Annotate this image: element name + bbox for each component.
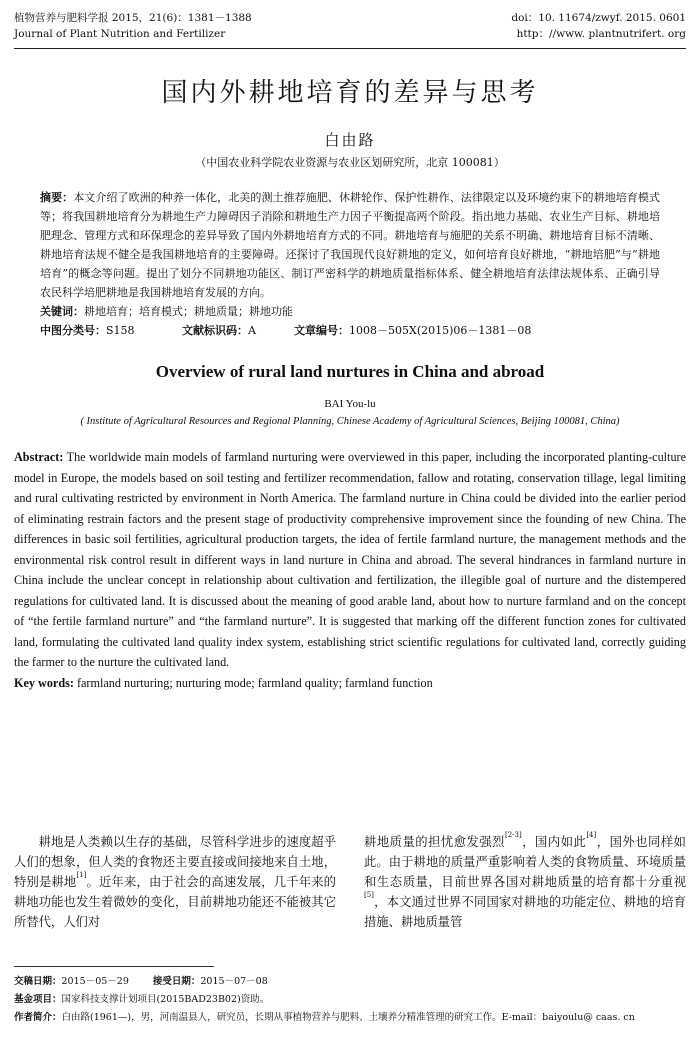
keywords-cn [40, 302, 660, 321]
doc-code-label: 文献标识码： [182, 324, 248, 337]
abstract-en-text: The worldwide main models of farmland nurturing were overviewed in this paper, including the incorporated planting-culture model in Europe, the models based on soil testing and fertilizer recommendation, fallow and rotating, conservation tillage, legal limiting and rural cultivating restricted by environment in North America. The farmland nurture in China could be divided into the earlier period of eliminating restrain factors and the present stage of productivity comprehensive improvement since the founding of new China. The differences in basic soil fertilities, agricultural production targets, the idea of fertile farmland nurture, the management methods and the environmental risk control result in different ways in land nurture in China and abroad. The several hindrances in farmland nurture in China include the unclear concept in relationship about cultivation and fertilization, the illegible goal of nurture and the distempered regulations for cultivated land. It is discussed about the meaning of good arable land, about how to nurture farmland and on the concept of “the fertile farmland nurture” and “the farmland nurture”. It is suggested that marking off the different function zones for cultivated land, formulating the cultivated land quality index system, establishing strict scientific regulations for cultivated land, correctly guiding the farmer to the nurture the cultivated land. [14, 450, 686, 669]
article-no-label: 文章编号： [294, 324, 349, 337]
abstract-cn-label: 摘要： [40, 191, 74, 204]
clc-value: S158 [106, 324, 135, 337]
clc-label: 中图分类号： [40, 324, 106, 337]
citation-ref[interactable]: [5] [364, 891, 374, 899]
body-text [14, 832, 686, 932]
body-text-run: ，国内如此 [521, 835, 587, 849]
footnote-rule [14, 966, 214, 967]
title-en: Overview of rural land nurtures in China and abroad [155, 362, 545, 381]
journal-name-en: Journal of Plant Nutrition and Fertilizer [14, 28, 226, 40]
citation-ref[interactable]: [2-3] [504, 831, 522, 839]
author-en: BAI You-lu [324, 398, 376, 410]
accepted-date: 2015－07－08 [200, 976, 268, 987]
received-date: 2015－05－29 [61, 976, 129, 987]
author-bio-text: 白由路(1961—)，男，河南温县人，研究员，长期从事植物营养与肥料、土壤养分精准管理的研究工作。E-mail：baiyoulu@ caas. cn [61, 1012, 635, 1023]
body-text-run: ，国外也同样如此。由于耕地的质量严重影响着人类的食物质量、环境质量和生态质量，目前世界各国对耕地质量的培育都十分重视 [364, 835, 686, 889]
citation-ref[interactable]: [1] [76, 871, 87, 879]
doc-code-value: A [248, 324, 256, 337]
doi[interactable]: doi：10. 11674/zwyf. 2015. 0601 [511, 12, 686, 24]
footnote-dates [14, 974, 686, 990]
affiliation-cn: （中国农业科学院农业资源与农业区划研究所，北京 100081） [195, 156, 505, 169]
affiliation-en: ( Institute of Agricultural Resources and Regional Planning, Chinese Academy of Agricultural Sciences, Beijing 100081, China) [80, 416, 620, 427]
received-label: 交稿日期： [14, 976, 62, 987]
citation-ref[interactable]: [4] [586, 831, 597, 839]
footnote-fund [14, 992, 686, 1008]
title-cn: 国内外耕地培育的差异与思考 [161, 78, 539, 108]
running-header [14, 10, 686, 46]
journal-url[interactable]: http：//www. plantnutrifert. org [516, 28, 686, 40]
body-column-right [364, 832, 686, 932]
body-text-run: ，本文通过世界不同国家对耕地的功能定位、耕地的培育措施、耕地质量管 [364, 895, 686, 929]
keywords-en-text: farmland nurturing; nurturing mode; farmland quality; farmland function [73, 675, 433, 690]
body-text-run: 耕地质量的担忧愈发强烈 [364, 835, 505, 849]
header-rule [14, 48, 686, 49]
footnote-author [14, 1010, 686, 1026]
body-text-run: 。近年来，由于社会的高速发展，几千年来的耕地功能也发生着微妙的变化，目前耕地功能还不能被其它所替代，人们对 [14, 875, 336, 929]
keywords-cn-text: 耕地培育；培育模式；耕地质量；耕地功能 [84, 305, 293, 318]
fund-text: 国家科技支撑计划项目(2015BAD23B02)资助。 [61, 994, 270, 1005]
abstract-cn-text: 本文介绍了欧洲的种养一体化，北美的测土推荐施肥、休耕轮作、保护性耕作、法律限定以及环境约束下的耕地培育模式等；将我国耕地培育分为耕地生产力障碍因子消除和耕地生产力因子平衡提高两个阶段。指出地力基础、农业生产目标、耕地培肥理念、管理方式和环保理念的差异导致了国内外耕地培育方式的不同。耕地培育与施肥的关系不明确、耕地培育目标不清晰、耕地培育法规不健全是我国耕地培育的主要障碍。还探讨了我国现代良好耕地的定义，如何培育良好耕地，“耕地培肥”与“耕地培育”的概念等问题。提出了划分不同耕地功能区、制订严密科学的耕地质量指标体系、健全耕地培育法律法规体系、正确引导农民科学培肥耕地是我国耕地培育发展的方向。 [40, 191, 660, 299]
article-no-value: 1008－505X(2015)06－1381－08 [349, 324, 532, 337]
author-bio-label: 作者简介： [14, 1012, 62, 1023]
body-text-run: 耕地是人类赖以生存的基础，尽管科学进步的速度超乎人们的想象，但人类的食物还主要直接或间接地来自土地，特别是耕地 [14, 835, 336, 889]
body-column-left [14, 832, 336, 932]
fund-label: 基金项目： [14, 994, 62, 1005]
keywords-en-label: Key words: [14, 675, 74, 690]
classification-line [40, 321, 660, 340]
keywords-cn-label: 关键词： [40, 305, 84, 318]
keywords-en [14, 673, 686, 693]
abstract-en-label: Abstract: [14, 450, 64, 464]
journal-citation: 植物营养与肥料学报 2015，21(6)：1381－1388 [14, 12, 252, 24]
paper-page [14, 10, 686, 693]
abstract-en [14, 447, 686, 673]
abstract-cn [40, 188, 660, 321]
author-cn: 白由路 [324, 131, 376, 149]
accepted-label: 接受日期： [152, 976, 201, 987]
